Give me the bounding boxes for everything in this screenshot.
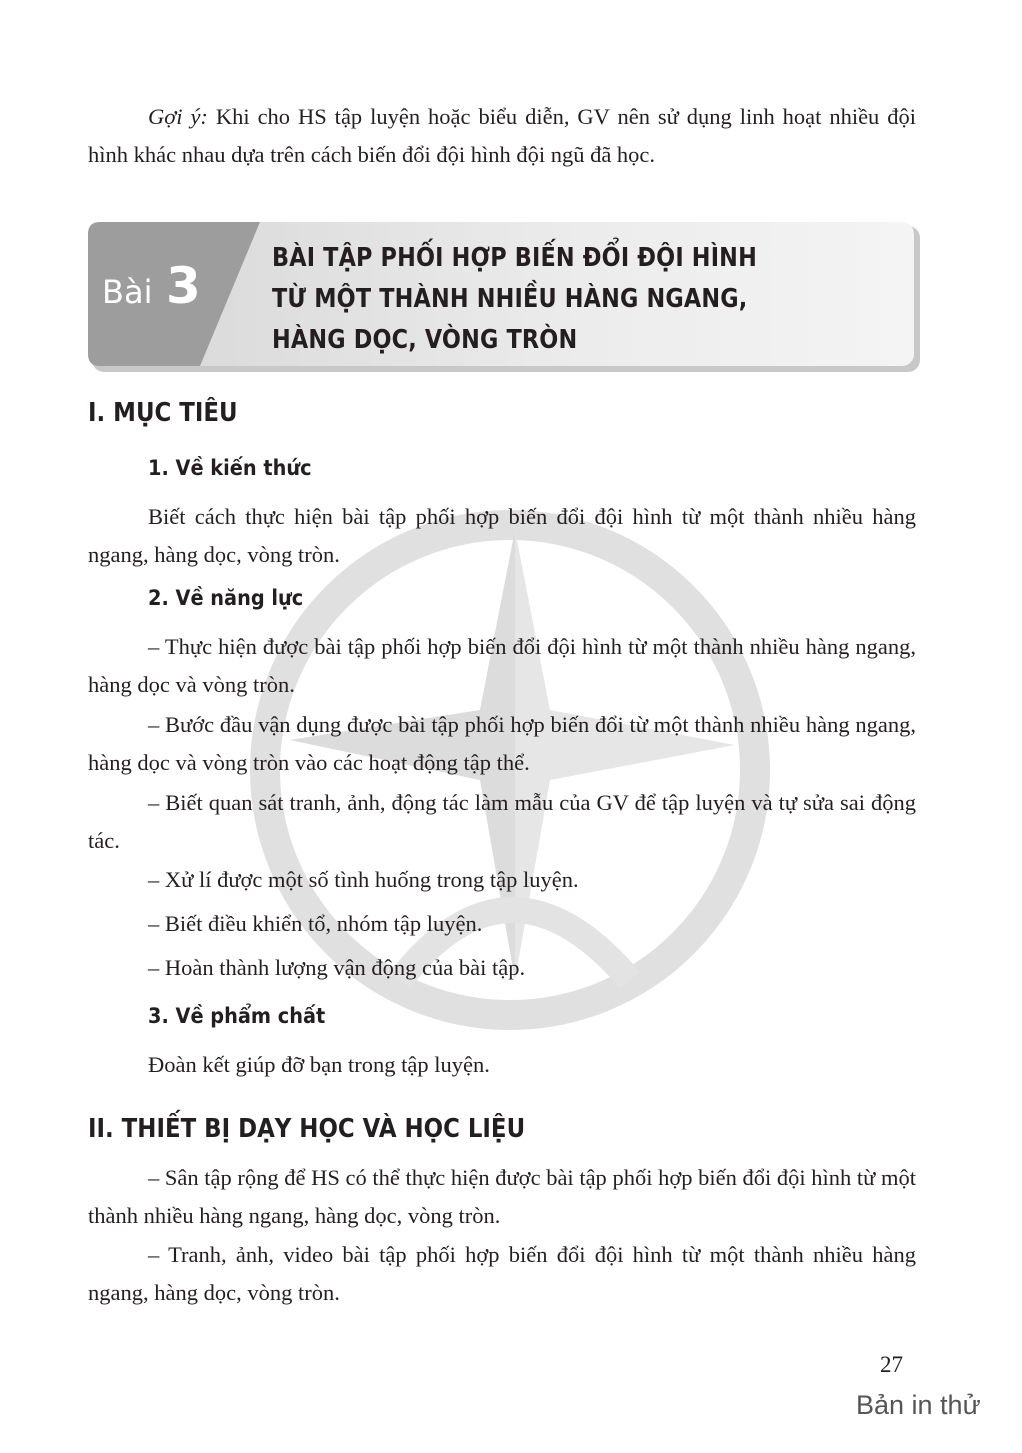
subheading-competence: 2. Về năng lực [148, 586, 304, 610]
lesson-title [272, 238, 757, 361]
lesson-word: Bài [102, 273, 153, 311]
proof-label: Bản in thử [856, 1390, 981, 1420]
page-number: 27 [880, 1352, 903, 1377]
lesson-title-line: BÀI TẬP PHỐI HỢP BIẾN ĐỔI ĐỘI HÌNH [272, 243, 757, 273]
lesson-title-line: TỪ MỘT THÀNH NHIỀU HÀNG NGANG, [272, 284, 748, 314]
knowledge-paragraph: Biết cách thực hiện bài tập phối hợp biến đổi đội hình từ một thành nhiều hàng ngang, hàng dọc, vòng tròn. [88, 504, 916, 567]
hint-text: Khi cho HS tập luyện hoặc biểu diễn, GV nên sử dụng linh hoạt nhiều đội hình khác nhau dựa trên cách biến đổi đội hình đội ngũ đã học. [88, 104, 916, 167]
competence-item: – Thực hiện được bài tập phối hợp biến đổi đội hình từ một thành nhiều hàng ngang, hàng dọc và vòng tròn. [88, 634, 916, 697]
competence-item: – Hoàn thành lượng vận động của bài tập. [148, 955, 526, 980]
lesson-title-line: HÀNG DỌC, VÒNG TRÒN [272, 325, 578, 355]
equipment-item: – Tranh, ảnh, video bài tập phối hợp biến đổi đội hình từ một thành nhiều hàng ngang, hàng dọc, vòng tròn. [88, 1242, 916, 1305]
hint-label: Gợi ý: [148, 104, 208, 129]
competence-item: – Xử lí được một số tình huống trong tập luyện. [148, 867, 579, 892]
competence-item: – Biết điều khiển tổ, nhóm tập luyện. [148, 911, 483, 936]
section-heading-equipment: II. THIẾT BỊ DẠY HỌC VÀ HỌC LIỆU [88, 1114, 526, 1144]
competence-item: – Bước đầu vận dụng được bài tập phối hợp biến đổi từ một thành nhiều hàng ngang, hàng dọc và vòng tròn vào các hoạt động tập thể. [88, 712, 916, 775]
equipment-item: – Sân tập rộng để HS có thể thực hiện được bài tập phối hợp biến đổi đội hình từ một thành nhiều hàng ngang, hàng dọc, vòng tròn. [88, 1165, 916, 1228]
qualities-paragraph: Đoàn kết giúp đỡ bạn trong tập luyện. [148, 1052, 490, 1077]
hint-paragraph [88, 98, 916, 174]
section-heading-objectives: I. MỤC TIÊU [88, 398, 238, 428]
competence-item: – Biết quan sát tranh, ảnh, động tác làm mẫu của GV để tập luyện và tự sửa sai động tác. [88, 790, 916, 853]
subheading-qualities: 3. Về phẩm chất [148, 1004, 326, 1028]
lesson-number: 3 [166, 257, 201, 315]
subheading-knowledge: 1. Về kiến thức [148, 456, 312, 480]
